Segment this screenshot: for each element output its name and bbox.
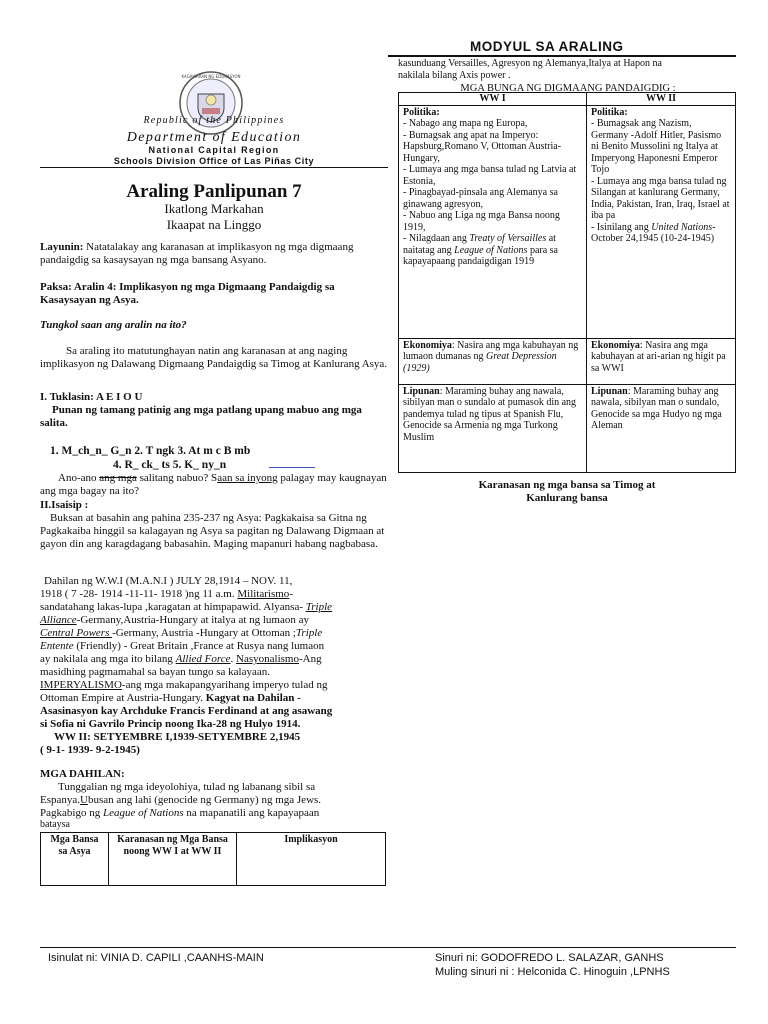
wwii-ekonomiya-text: : Nasira ang mga kabuhayan at ari-arian ng higit pa sa WWI xyxy=(591,339,726,374)
dahilan-line7c: . xyxy=(230,653,237,665)
question-part-a: Ano-ano xyxy=(58,472,100,484)
wwii-dates: WW II: SETYEMBRE I,1939-SETYEMBRE 2,1945 xyxy=(54,731,301,743)
agency-divider xyxy=(40,167,388,168)
imperyalismo-term: IMPERYALISMO xyxy=(40,679,122,691)
wwii-ekonomiya-cell xyxy=(587,338,736,384)
wwi-politika-text: - Nabago ang mapa ng Europa, - Bumagsak ang apat na Imperyo: Hapsburg,Romano V, Ottoman Austria-Hungary, - Lumaya ang mga bansa tulad ng Latvia at Estonia, - Pinagbayad-pinsala ang Alemanya sa ginawang agresyon, - Nabuo ang Liga ng mga Bansa noong 1919, - Nilagdaan ang xyxy=(403,118,577,244)
wwii-header: WW II xyxy=(587,93,736,106)
mga-dahilan-heading: MGA DAHILAN: xyxy=(40,768,125,780)
lipunan-label-2: Lipunan xyxy=(591,385,628,397)
karanasan-caption xyxy=(398,479,736,505)
bunga-table xyxy=(398,92,736,473)
tuklasin-words-line2 xyxy=(113,458,413,472)
kagyat-label: Kagyat na Dahilan - xyxy=(205,692,301,704)
treaty-versailles: Treaty of Versailles xyxy=(469,233,547,244)
footer-divider xyxy=(40,947,736,948)
col-karanasan: Karanasan ng Mga Bansa noong WW I at WW II xyxy=(109,833,237,886)
region-line: National Capital Region xyxy=(148,145,280,155)
question-part-c: palagay may kaugnayan ang mga bagay na ito? xyxy=(40,472,387,497)
ekonomiya-row xyxy=(399,338,736,384)
wwii-politika-cell xyxy=(587,105,736,338)
question-part-b: salitang nabuo? S xyxy=(136,472,218,484)
quarter-line: Ikatlong Markahan xyxy=(164,201,264,216)
mga-dahilan-line2c: busan ang lahi (genocide ng Germany) ng mga Jews. xyxy=(87,794,322,806)
bunga-caption: MGA BUNGA NG DIGMAANG PANDAIGDIG : xyxy=(460,83,676,94)
mga-dahilan-line2a: Espanya. xyxy=(40,794,81,806)
tuklasin-words-line2-text: 4. R_ ck_ ts 5. K_ ny_n xyxy=(113,459,227,471)
wwi-politika-c: para sa kapayapaang pandaigdigan 1919 xyxy=(403,244,558,267)
division-line: Schools Division Office of Las Piñas City xyxy=(113,156,315,166)
politika-label-2: Politika: xyxy=(591,106,628,118)
author-credit: Isinulat ni: VINIA D. CAPILI ,CAANHS-MAIN xyxy=(48,952,264,964)
wwii-lipunan-cell xyxy=(587,384,736,472)
dahilan-line6b: (Friendly) - Great Britain ,France at Rusya nang lumaon xyxy=(73,640,325,652)
right-intro xyxy=(398,58,738,81)
dahilan-wwi-block xyxy=(40,575,392,757)
mga-dahilan-line1: Tunggalian ng mga ideyolohiya, tulad ng labanang sibil sa xyxy=(58,781,316,793)
asia-experience-table xyxy=(40,832,386,886)
karanasan-caption-line1: Karanasan ng mga bansa sa Timog at xyxy=(478,479,656,491)
dahilan-line7a: ay nakilala ang mga ito bilang xyxy=(40,653,176,665)
lipunan-row xyxy=(399,384,736,472)
triple-term: Triple xyxy=(305,601,333,613)
great-depression: Great Depression (1929) xyxy=(403,351,557,374)
tungkol-heading: Tungkol saan ang aralin na ito? xyxy=(40,319,187,331)
isaisip-paragraph: Buksan at basahin ang pahina 235-237 ng Asya: Pagkakaisa sa Gitna ng Pagkakaiba hinggil sa kalagayan ng Asya sa pagitan ng Dalawang Digmaan at gayon din ang karagdagang babasahin. Maging mapanuri habang nagbabasa. xyxy=(40,512,385,550)
bunga-header-row xyxy=(399,93,736,106)
question-strike: ang mga xyxy=(99,472,137,484)
dahilan-line8: masidhing pagmamahal sa bayan tungo sa kalayaan. xyxy=(40,666,271,678)
nasyonalismo-term: Nasyonalismo xyxy=(236,653,299,665)
mga-dahilan-line4: bataysa xyxy=(40,819,70,830)
right-intro-line1: kasunduang Versailles, Agresyon ng Alemanya,Italya at Hapon na xyxy=(398,58,662,69)
dahilan-line3a: sandatahang lakas-lupa ,karagatan at himpapawid. Alyansa- xyxy=(40,601,306,613)
wwi-lipunan-text: : Maraming buhay ang nawala, sibilyan man o sundalo at pumasok din ang pandemya tulad ng tipus at Spanish Flu, Genocide sa Armenia ng mga Turkong Muslim xyxy=(403,385,577,443)
dahilan-line10 xyxy=(40,692,392,705)
wwi-politika-b: at naitatag ang xyxy=(403,233,556,256)
mga-dahilan-line2b: U xyxy=(80,794,88,806)
mga-dahilan-line3 xyxy=(40,807,392,820)
central-powers-term: Central Powers xyxy=(40,627,113,639)
dahilan-line2c: - xyxy=(289,588,293,600)
wwii-lipunan-text: : Maraming buhay ang nawala, sibilyan man o sundalo, Genocide sa mga Hudyo ng mga Aleman xyxy=(591,385,722,431)
svg-text:KAGAWARAN NG EDUKASYON: KAGAWARAN NG EDUKASYON xyxy=(181,74,241,79)
dahilan-line4 xyxy=(40,614,392,627)
page-title: Araling Panlipunan 7 xyxy=(126,181,302,202)
entente-term: Entente xyxy=(40,640,74,652)
paksa-paragraph: Paksa: Aralin 4: Implikasyon ng mga Digmaang Pandaigdig sa Kasaysayan ng Asya. xyxy=(40,281,335,306)
week-line: Ikaapat na Linggo xyxy=(166,217,262,232)
reviewer-credit: Sinuri ni: GODOFREDO L. SALAZAR, GANHS xyxy=(435,952,664,964)
ekonomiya-label-2: Ekonomiya xyxy=(591,339,640,351)
layunin-text: Natatalakay ang karanasan at implikasyon ng mga digmaang pandaigdig sa kasaysayan ng mga bansang Asyano. xyxy=(40,241,354,266)
question-underlined: aan sa inyong xyxy=(217,472,278,484)
wwi-politika-cell xyxy=(399,105,587,338)
alliance-term: Alliance xyxy=(40,614,77,626)
header-divider xyxy=(388,55,736,57)
intro-paragraph: Sa araling ito matutunghayan natin ang karanasan at ang naging implikasyon ng Dalawang Digmaang Pandaigdig sa Timog at Kanlurang Asya. xyxy=(40,345,388,370)
dahilan-line1: Dahilan ng W.W.I (M.A.N.I ) JULY 28,1914 – NOV. 11, xyxy=(44,575,293,587)
col-implikasyon: Implikasyon xyxy=(237,833,386,886)
dahilan-line4b: -Germany,Austria-Hungary at italya at ng lumaon ay xyxy=(76,614,310,626)
tuklasin-heading: I. Tuklasin: A E I O U xyxy=(40,391,143,403)
dahilan-line2a: 1918 ( 7 -28- 1914 -11-11- 1918 )ng 11 a.m. xyxy=(40,588,238,600)
dahilan-line5 xyxy=(40,627,392,640)
wwi-ekonomiya-text: : Nasira ang mga kabuhayan ng lumaon dumanas ng xyxy=(403,339,579,362)
wwii-dates-numeric: ( 9-1- 1939- 9-2-1945) xyxy=(40,744,140,756)
league-of-nations: League of Nations xyxy=(454,244,528,256)
karanasan-caption-line2: Kanlurang bansa xyxy=(526,492,608,504)
wwi-ekonomiya-cell xyxy=(399,338,587,384)
triple-entente-term: Triple xyxy=(295,627,323,639)
wwii-politika-text: - Bumagsak ang Nazism, Germany -Adolf Hitler, Pasismo ni Benito Mussolini ng Italya at Imperyong Haponesni Emperor Tojo - Lumaya ang mga bansa tulad ng Silangan at kanlurang Germany, India, Pakistan, Iran, Iraq, Israel at iba pa - Isinilang ang xyxy=(591,118,730,233)
dahilan-line7 xyxy=(40,653,392,666)
republic-line: Republic of the Philippines xyxy=(143,115,285,126)
dahilan-line2 xyxy=(40,588,392,601)
wwii-politika-c: - October 24,1945 (10-24-1945) xyxy=(591,221,716,244)
dahilan-line12: si Sofia ni Gavrilo Princip noong Ika-28 ng Hulyo 1914. xyxy=(40,718,301,730)
lipunan-label-1: Lipunan xyxy=(403,385,440,397)
politika-label-1: Politika: xyxy=(403,106,440,118)
allied-force-term: Allied Force xyxy=(175,653,231,665)
dahilan-line3 xyxy=(40,601,392,614)
dahilan-line10a: Ottoman Empire at Austria-Hungary. xyxy=(40,692,206,704)
isaisip-heading: II.Isaisip : xyxy=(40,499,89,511)
dahilan-line7e: -Ang xyxy=(298,653,322,665)
dahilan-line9 xyxy=(40,679,392,692)
module-title: MODYUL SA ARALING xyxy=(470,39,624,54)
mga-dahilan-line3a: Pagkabigo ng xyxy=(40,807,103,819)
right-intro-line2: nakilala bilang Axis power . xyxy=(398,69,511,81)
col-bansa: Mga Bansa sa Asya xyxy=(41,833,109,886)
ekonomiya-label-1: Ekonomiya xyxy=(403,339,452,351)
dahilan-line5b: -Germany, Austria -Hungary at Ottoman ; xyxy=(112,627,296,639)
united-nations: United Nations xyxy=(651,221,713,233)
tuklasin-instruction: Punan ng tamang patinig ang mga patlang upang mabuo ang mga salita. xyxy=(40,404,362,429)
mga-dahilan-block xyxy=(40,768,392,830)
rereviewer-credit: Muling sinuri ni : Helconida C. Hinoguin ,LPNHS xyxy=(435,966,670,978)
layunin-label: Layunin: xyxy=(40,241,84,253)
league-term: League of Nations xyxy=(102,807,184,819)
militarismo-term: Militarismo xyxy=(237,588,290,600)
wwi-header: WW I xyxy=(399,93,587,106)
dahilan-line6 xyxy=(40,640,392,653)
mga-dahilan-line3c: na mapanatili ang kapayapaan xyxy=(183,807,320,819)
tuklasin-words-line1: 1. M_ch_n_ G_n 2. T ngk 3. At m c B mb xyxy=(50,445,251,457)
tuklasin-question xyxy=(40,472,392,498)
department-line: Department of Education xyxy=(126,130,302,145)
dahilan-line9b: -ang mga makapangyarihang imperyo tulad ng xyxy=(121,679,328,691)
answer-blank[interactable] xyxy=(269,458,315,468)
politika-row xyxy=(399,105,736,338)
table-header-row xyxy=(41,833,386,886)
layunin-paragraph xyxy=(40,241,392,267)
dahilan-line11: Asasinasyon kay Archduke Francis Ferdinand at ang asawang xyxy=(40,705,333,717)
mga-dahilan-line2 xyxy=(40,794,392,807)
wwi-lipunan-cell xyxy=(399,384,587,472)
